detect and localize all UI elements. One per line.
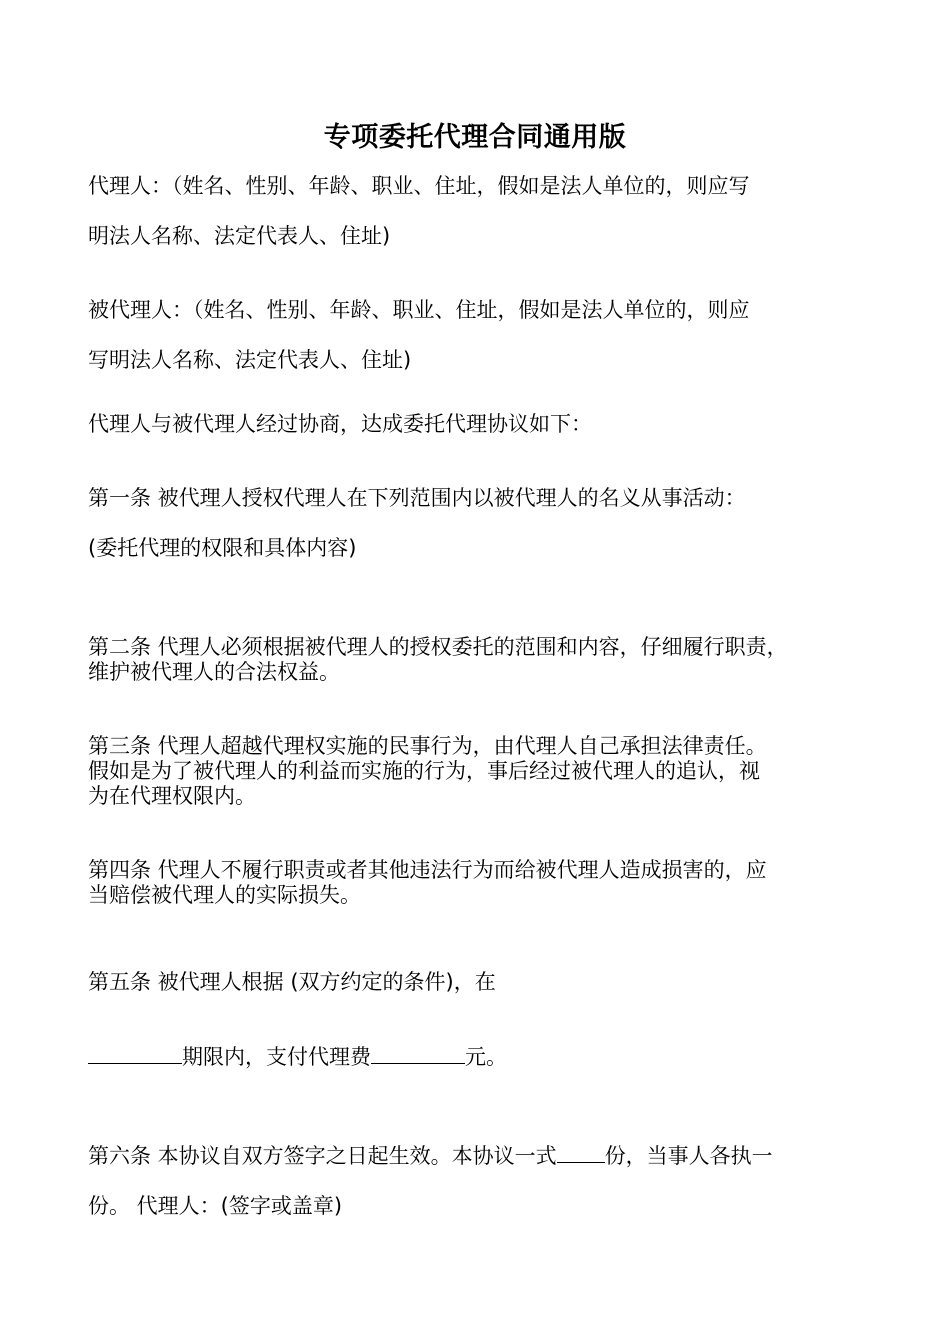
article-5-line-1: 第五条 被代理人根据 (双方约定的条件)，在 <box>88 970 496 994</box>
principal-paragraph <box>88 285 750 385</box>
article-6 <box>88 1131 773 1231</box>
period-blank <box>88 1041 182 1064</box>
agent-paragraph <box>88 161 750 261</box>
article-6-line-1 <box>88 1131 773 1181</box>
article-4-line-2: 当赔偿被代理人的实际损失。 <box>88 883 361 907</box>
article-6-text-a: 第六条 本协议自双方签字之日起生效。本协议一式 <box>88 1144 557 1168</box>
principal-line-2: 写明法人名称、法定代表人、住址) <box>88 348 412 372</box>
intro-paragraph: 代理人与被代理人经过协商，达成委托代理协议如下： <box>88 412 592 436</box>
article-4-line-1: 第四条 代理人不履行职责或者其他违法行为而给被代理人造成损害的，应 <box>88 858 767 882</box>
agent-line-2: 明法人名称、法定代表人、住址) <box>88 224 391 248</box>
article-2 <box>88 635 788 685</box>
article-4 <box>88 858 767 908</box>
article-5-text-b: 元。 <box>465 1045 507 1069</box>
document-title: 专项委托代理合同通用版 <box>323 122 627 153</box>
article-3 <box>88 734 767 809</box>
article-3-line-2: 假如是为了被代理人的利益而实施的行为，事后经过被代理人的追认，视 <box>88 759 760 783</box>
article-6-line-2: 份。 代理人：(签字或盖章) <box>88 1194 343 1218</box>
article-2-line-2: 维护被代理人的合法权益。 <box>88 660 340 684</box>
fee-blank <box>371 1041 465 1064</box>
copies-blank <box>557 1140 605 1163</box>
article-5-line-2 <box>88 1032 507 1082</box>
article-5-text-a: 期限内，支付代理费 <box>182 1045 371 1069</box>
article-1-line-2: (委托代理的权限和具体内容) <box>88 536 357 560</box>
principal-line-1: 被代理人：（姓名、性别、年龄、职业、住址，假如是法人单位的，则应 <box>88 298 750 322</box>
article-1-line-1: 第一条 被代理人授权代理人在下列范围内以被代理人的名义从事活动： <box>88 486 746 510</box>
agent-line-1: 代理人：（姓名、性别、年龄、职业、住址，假如是法人单位的，则应写 <box>88 174 750 198</box>
article-2-line-1: 第二条 代理人必须根据被代理人的授权委托的范围和内容，仔细履行职责， <box>88 635 788 659</box>
article-1 <box>88 473 746 573</box>
article-3-line-1: 第三条 代理人超越代理权实施的民事行为，由代理人自己承担法律责任。 <box>88 734 767 758</box>
article-3-line-3: 为在代理权限内。 <box>88 784 256 808</box>
article-6-text-b: 份，当事人各执一 <box>604 1144 773 1168</box>
